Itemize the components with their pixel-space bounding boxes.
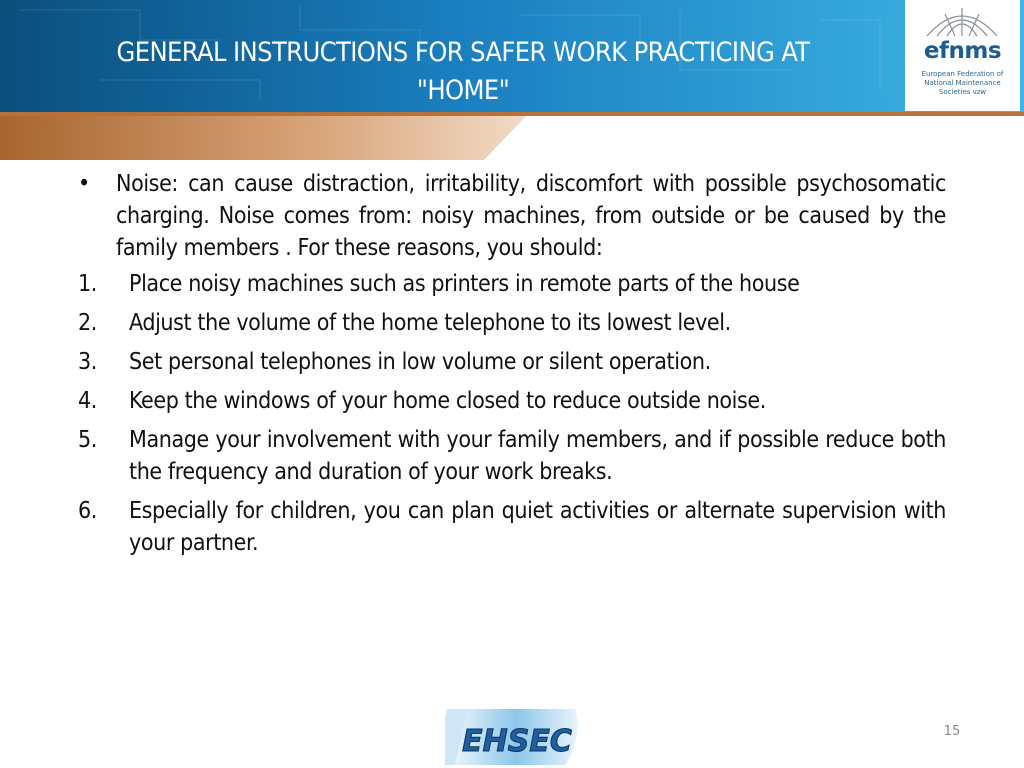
list-item-text: Especially for children, you can plan quiet activities or alternate supervision with your partner. xyxy=(129,498,946,556)
bullet-item xyxy=(70,168,946,264)
list-item-number: 6. xyxy=(78,498,97,524)
page-title xyxy=(0,34,926,110)
ehsec-logo-text: EHSEC xyxy=(462,724,572,759)
list-item xyxy=(70,307,946,339)
title-line-1: GENERAL INSTRUCTIONS FOR SAFER WORK PRACTICING AT xyxy=(116,37,810,68)
numbered-list xyxy=(70,268,946,559)
header-accent-wedge xyxy=(0,112,530,160)
header-accent-line xyxy=(0,112,1024,116)
list-item-number: 4. xyxy=(78,388,97,414)
efnms-logo-text: efnms xyxy=(923,38,1002,64)
list-item-text: Manage your involvement with your family members, and if possible reduce both the frequency and duration of your work breaks. xyxy=(129,427,946,485)
list-item-text: Set personal telephones in low volume or silent operation. xyxy=(129,349,711,375)
list-item-number: 5. xyxy=(78,427,97,453)
bullet-icon: • xyxy=(78,171,90,197)
list-item-number: 2. xyxy=(78,310,97,336)
list-item xyxy=(70,268,946,300)
list-item xyxy=(70,495,946,559)
list-item-number: 3. xyxy=(78,349,97,375)
list-item xyxy=(70,424,946,488)
bullet-text: Noise: can cause distraction, irritability, discomfort with possible psychosomatic charging. Noise comes from: noisy machines, from outside or be caused by the family members . For these reasons, you should: xyxy=(116,171,946,261)
logo-subtitle-line-3: Societies vzw xyxy=(938,88,987,96)
efnms-arcs-icon xyxy=(905,0,1020,40)
logo-subtitle-line-1: European Federation of xyxy=(921,70,1004,78)
list-item-text: Keep the windows of your home closed to reduce outside noise. xyxy=(129,388,766,414)
list-item-text: Place noisy machines such as printers in remote parts of the house xyxy=(129,271,800,297)
title-line-2: "HOME" xyxy=(416,75,510,106)
ehsec-logo xyxy=(445,707,585,767)
list-item xyxy=(70,346,946,378)
header-banner xyxy=(0,0,1024,160)
slide-content xyxy=(70,168,946,566)
logo-subtitle-line-2: National Maintenance xyxy=(924,79,1001,87)
list-item xyxy=(70,385,946,417)
list-item-text: Adjust the volume of the home telephone to its lowest level. xyxy=(129,310,731,336)
list-item-number: 1. xyxy=(78,271,97,297)
page-number: 15 xyxy=(943,724,961,739)
efnms-logo-subtitle xyxy=(905,70,1020,97)
